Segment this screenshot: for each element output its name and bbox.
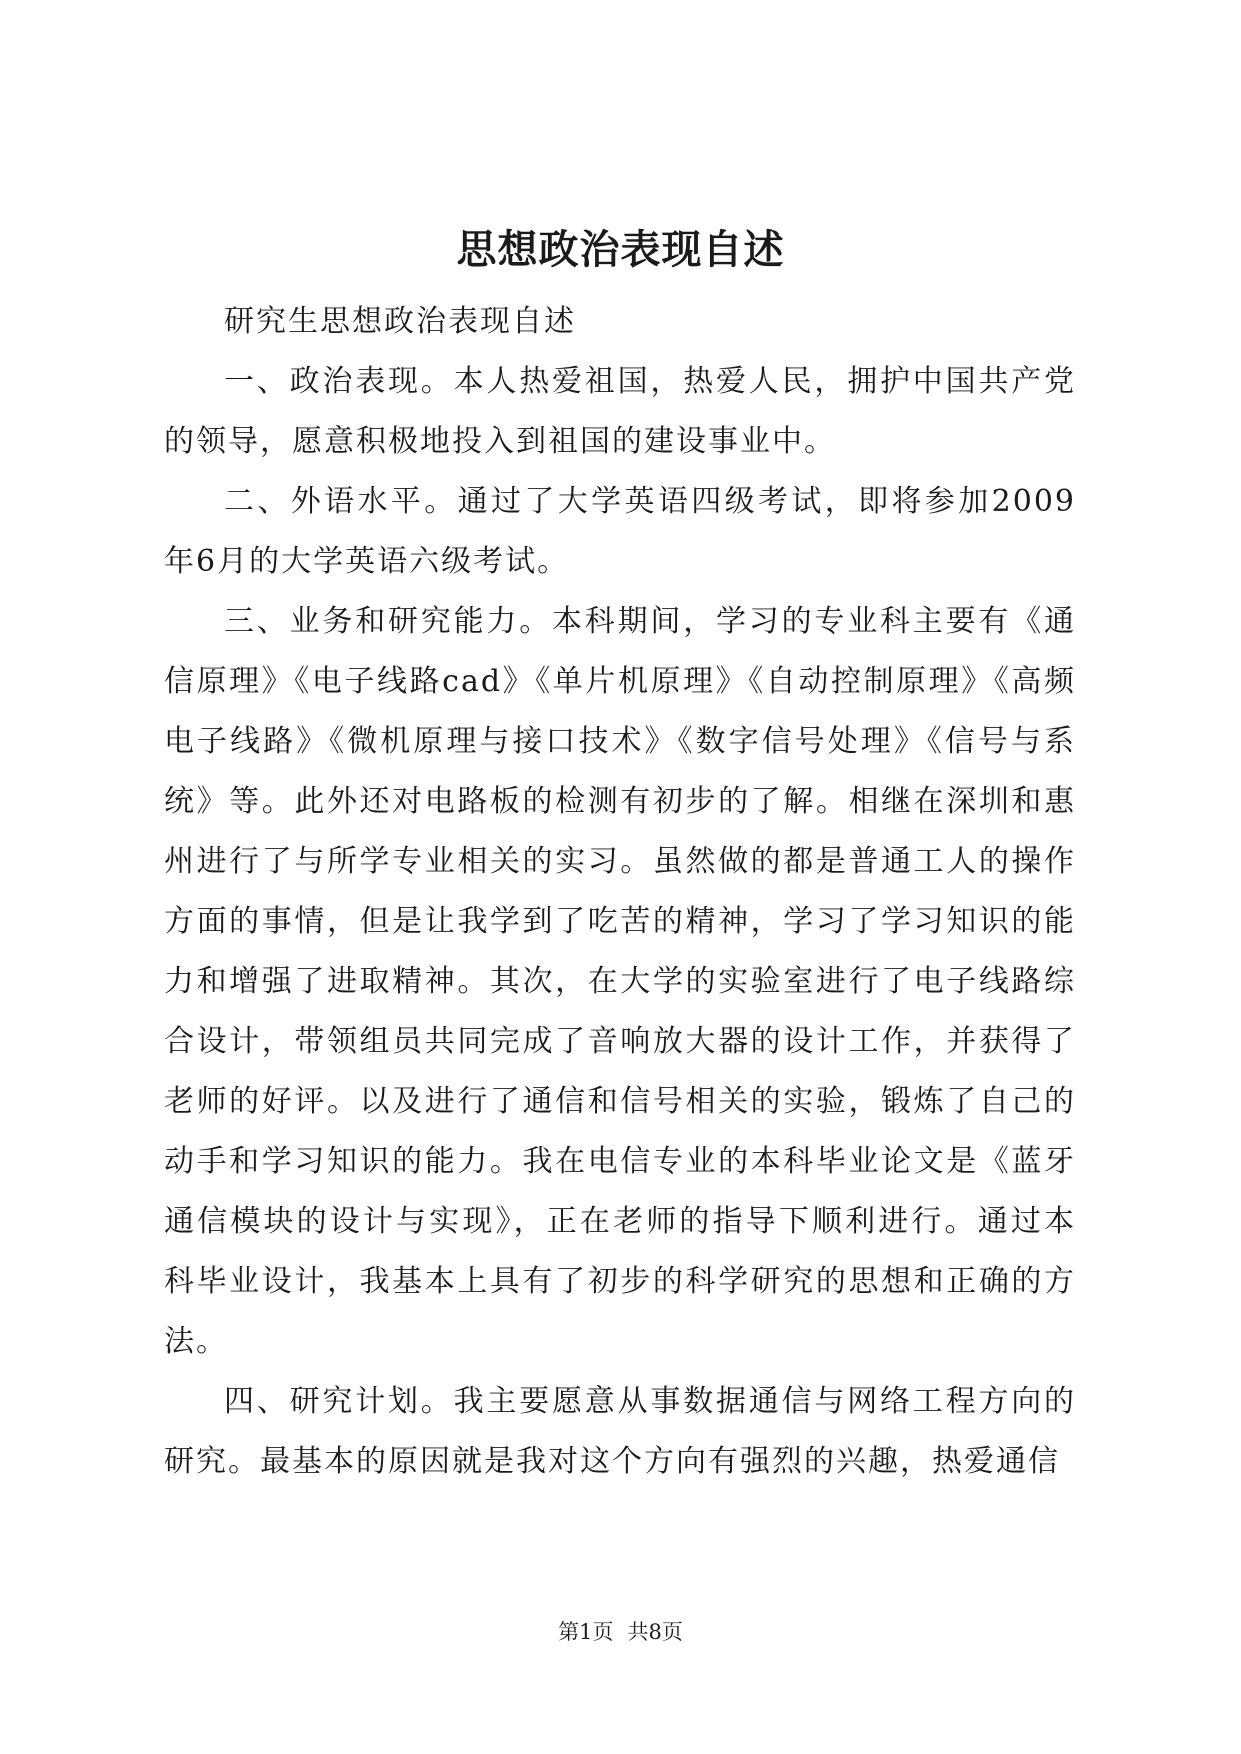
paragraph-language: 二、外语水平。通过了大学英语四级考试，即将参加2009年6月的大学英语六级考试。 — [164, 484, 1076, 579]
paragraph-political: 一、政治表现。本人热爱祖国，热爱人民，拥护中国共产党的领导，愿意积极地投入到祖国的建设事业中。 — [164, 364, 1076, 459]
document-title: 思想政治表现自述 — [456, 226, 785, 273]
page-number: 第1页 — [558, 1620, 614, 1644]
document-body — [164, 292, 1076, 1492]
page-total: 共8页 — [627, 1620, 683, 1644]
page-footer — [0, 1616, 1241, 1648]
paragraph-heading: 研究生思想政治表现自述 — [224, 304, 576, 339]
paragraph-research-plan: 四、研究计划。我主要愿意从事数据通信与网络工程方向的研究。最基本的原因就是我对这个方向有强烈的兴趣，热爱通信 — [164, 1384, 1076, 1479]
paragraph-research-ability: 三、业务和研究能力。本科期间，学习的专业科主要有《通信原理》《电子线路cad》《单片机原理》《自动控制原理》《高频电子线路》《微机原理与接口技术》《数字信号处理》《信号与系统》等。此外还对电路板的检测有初步的了解。相继在深圳和惠州进行了与所学专业相关的实习。虽然做的都是普通工人的操作方面的事情，但是让我学到了吃苦的精神，学习了学习知识的能力和增强了进取精神。其次，在大学的实验室进行了电子线路综合设计，带领组员共同完成了音响放大器的设计工作，并获得了老师的好评。以及进行了通信和信号相关的实验，锻炼了自己的动手和学习知识的能力。我在电信专业的本科毕业论文是《蓝牙通信模块的设计与实现》，正在老师的指导下顺利进行。通过本科毕业设计，我基本上具有了初步的科学研究的思想和正确的方法。 — [164, 604, 1076, 1359]
